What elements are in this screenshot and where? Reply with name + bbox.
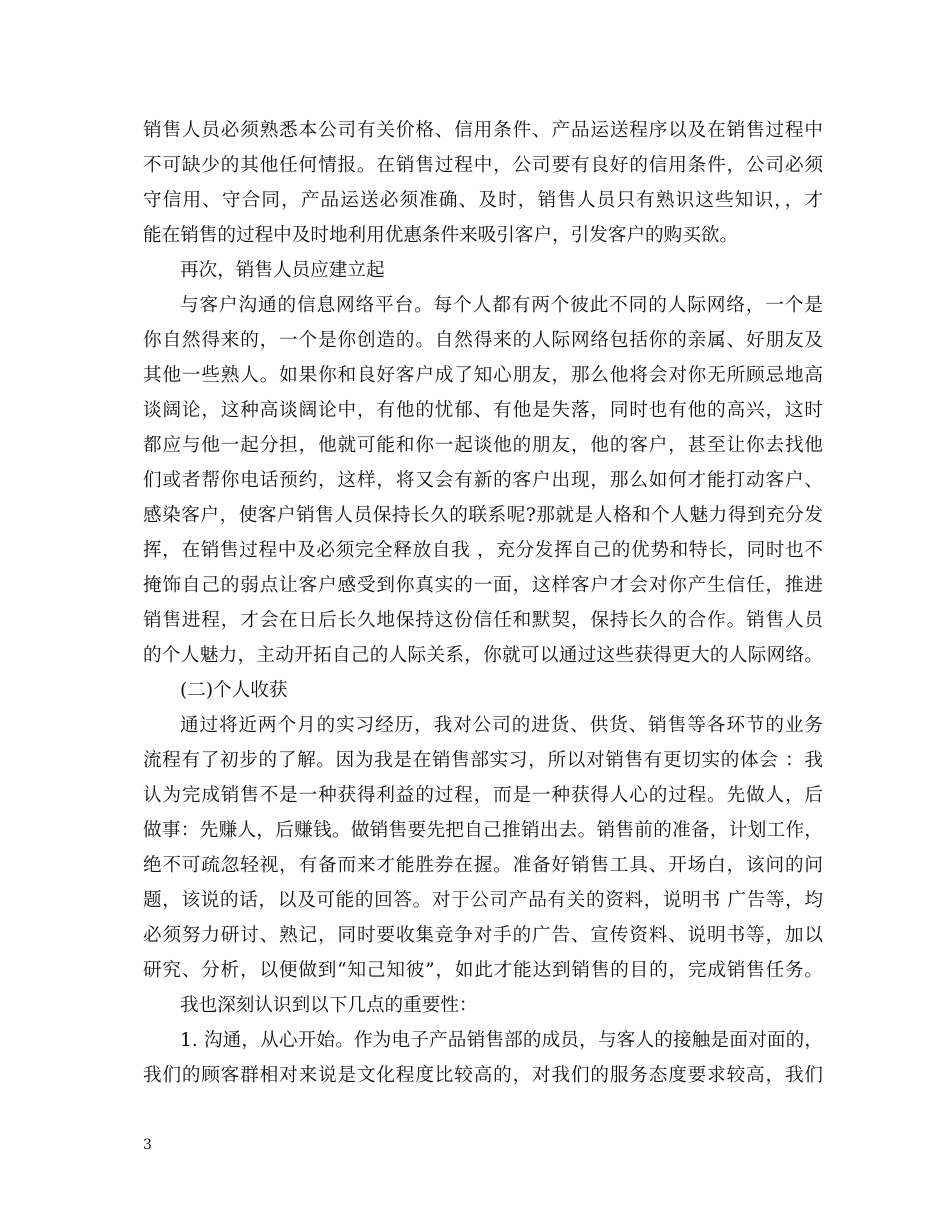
list-item: 1. 沟通，从心开始。作为电子产品销售部的成员，与客人的接触是面对面的， — [180, 1030, 823, 1051]
text-line: 守信用、守合同，产品运送必须准确、及时，销售人员只有熟识这些知识，，才 — [143, 190, 823, 211]
text-line: 挥，在销售过程中及必须完全释放自我 ，充分发挥自己的优势和特长，同时也不 — [143, 540, 823, 561]
text-line: 掩饰自己的弱点让客户感受到你真实的一面，这样客户才会对你产生信任，推进 — [143, 575, 823, 596]
text-line: 做事：先赚人，后赚钱。做销售要先把自己推销出去。销售前的准备，计划工作， — [143, 820, 823, 841]
text-line: 销售人员必须熟悉本公司有关价格、信用条件、产品运送程序以及在销售过程中 — [143, 120, 823, 141]
text-line: 其他一些熟人。如果你和良好客户成了知心朋友，那么他将会对你无所顾忌地高 — [143, 365, 823, 386]
text-line: 感染客户，使客户销售人员保持长久的联系呢?那就是人格和个人魅力得到充分发 — [143, 505, 823, 526]
text-line: 绝不可疏忽轻视，有备而来才能胜券在握。准备好销售工具、开场白，该问的问 — [143, 855, 823, 876]
text-line: 通过将近两个月的实习经历，我对公司的进货、供货、销售等各环节的业务 — [180, 715, 823, 736]
text-line: 必须努力研讨、熟记，同时要收集竞争对手的广告、宣传资料、说明书等，加以 — [143, 925, 823, 946]
text-line: 我也深刻认识到以下几点的重要性： — [180, 995, 478, 1016]
text-line: 的个人魅力，主动开拓自己的人际关系，你就可以通过这些获得更大的人际网络。 — [143, 645, 823, 666]
text-line: 你自然得来的，一个是你创造的。自然得来的人际网络包括你的亲属、好朋友及 — [143, 330, 823, 351]
text-line: 研究、分析，以便做到“知己知彼”，如此才能达到销售的目的，完成销售任务。 — [143, 960, 823, 981]
text-line: 流程有了初步的了解。因为我是在销售部实习，所以对销售有更切实的体会 ：我 — [143, 750, 823, 771]
text-line: 题，该说的话，以及可能的回答。对于公司产品有关的资料，说明书 广告等，均 — [143, 890, 823, 911]
text-line: 与客户沟通的信息网络平台。每个人都有两个彼此不同的人际网络，一个是 — [180, 295, 823, 316]
text-line: 谈阔论，这种高谈阔论中，有他的忧郁、有他是失落，同时也有他的高兴，这时 — [143, 400, 823, 421]
text-line: 都应与他一起分担，他就可能和你一起谈他的朋友，他的客户，甚至让你去找他 — [143, 435, 823, 456]
text-line: 再次，销售人员应建立起 — [180, 260, 385, 281]
text-line: 们或者帮你电话预约，这样，将又会有新的客户出现，那么如何才能打动客户、 — [143, 470, 823, 491]
text-line: 能在销售的过程中及时地利用优惠条件来吸引客户，引发客户的购买欲。 — [143, 225, 739, 246]
text-line: 不可缺少的其他任何情报。在销售过程中，公司要有良好的信用条件，公司必须 — [143, 155, 823, 176]
text-line: 认为完成销售不是一种获得利益的过程，而是一种获得人心的过程。先做人，后 — [143, 785, 823, 806]
text-line: 销售进程，才会在日后长久地保持这份信任和默契，保持长久的合作。销售人员 — [143, 610, 823, 631]
section-heading: (二)个人收获 — [180, 680, 288, 701]
page-number: 3 — [143, 1137, 152, 1153]
text-line: 我们的顾客群相对来说是文化程度比较高的，对我们的服务态度要求较高，我们 — [143, 1065, 823, 1086]
